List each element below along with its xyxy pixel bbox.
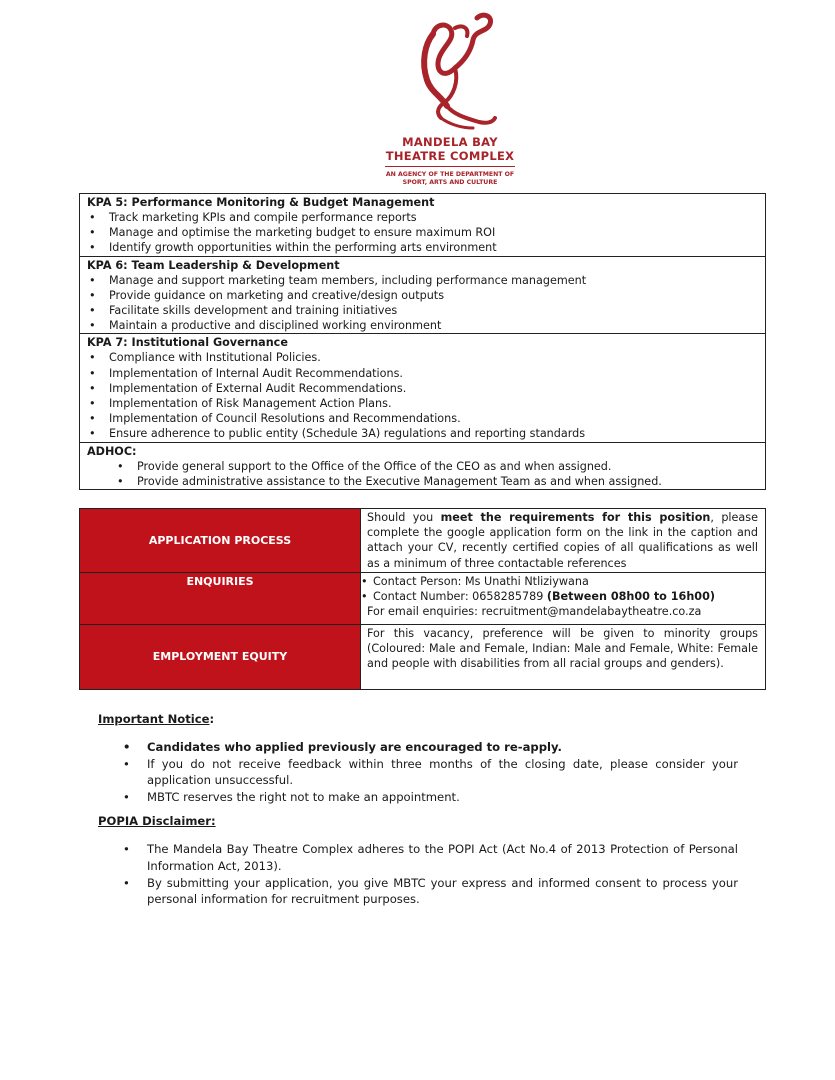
equity-text: For this vacancy, preference will be given to minority groups (Coloured: Male and Female, Indian: Male and Female, White: Female and people with disabilities from all racial groups and genders). bbox=[367, 626, 758, 671]
application-table bbox=[79, 508, 766, 690]
application-label: APPLICATION PROCESS bbox=[148, 533, 292, 547]
kpa-title: KPA 7: Institutional Governance bbox=[87, 336, 288, 350]
list-item: • Compliance with Institutional Policies. bbox=[87, 350, 759, 365]
contact-number bbox=[367, 589, 758, 604]
application-label-cell bbox=[80, 509, 361, 573]
adhoc-cell bbox=[80, 442, 766, 489]
list-item: • Provide general support to the Office of the Office of the CEO as and when assigned. bbox=[87, 459, 759, 474]
contact-hours: (Between 08h00 to 16h00) bbox=[546, 590, 715, 604]
list-item: • Provide administrative assistance to the Executive Management Team as and when assigned. bbox=[87, 474, 759, 489]
popia-title: POPIA Disclaimer: bbox=[98, 814, 216, 829]
application-text-cell bbox=[361, 509, 766, 573]
adhoc-list bbox=[87, 459, 759, 489]
application-text-pre: Should you bbox=[367, 511, 441, 524]
equity-row bbox=[80, 624, 766, 689]
kpa-row bbox=[80, 334, 766, 442]
enquiries-label-cell bbox=[80, 572, 361, 624]
logo-divider bbox=[385, 166, 515, 167]
important-notice-heading: Important Notice bbox=[98, 712, 210, 726]
adhoc-title: ADHOC: bbox=[87, 444, 137, 458]
kpa-cell bbox=[80, 334, 766, 442]
logo-agency-line2: SPORT, ARTS AND CULTURE bbox=[402, 179, 498, 186]
important-notice-colon: : bbox=[209, 712, 215, 726]
kpa-row bbox=[80, 442, 766, 489]
enquiries-list bbox=[367, 574, 758, 604]
list-item: • Provide guidance on marketing and creative/design outputs bbox=[87, 288, 759, 303]
important-notice-title bbox=[98, 711, 738, 727]
list-item: • Maintain a productive and disciplined working environment bbox=[87, 318, 759, 333]
logo-name-line1: MANDELA BAY bbox=[402, 135, 498, 149]
list-item: • Candidates who applied previously are encouraged to re-apply. bbox=[98, 739, 738, 756]
application-text-post: , please complete the google application form on the link in the caption and attach your CV, recently certified copies of all qualifications as well as a minimum of three contactable references bbox=[367, 511, 758, 570]
dancer-logo-icon bbox=[395, 10, 505, 135]
list-item: • The Mandela Bay Theatre Complex adheres to the POPI Act (Act No.4 of 2013 Protection of Personal Information Act, 2013). bbox=[98, 841, 738, 874]
important-notice-list bbox=[98, 739, 738, 805]
list-item: • Implementation of Internal Audit Recommendations. bbox=[87, 366, 759, 381]
enquiries-text-cell bbox=[361, 572, 766, 624]
kpa-list bbox=[87, 210, 759, 256]
list-item: • By submitting your application, you give MBTC your express and informed consent to process your personal information for recruitment purposes. bbox=[98, 875, 738, 908]
application-text-bold: meet the requirements for this position bbox=[440, 511, 711, 524]
notice-section bbox=[98, 711, 738, 908]
list-item: • Facilitate skills development and training initiatives bbox=[87, 303, 759, 318]
enquiries-label: ENQUIRIES bbox=[186, 574, 254, 588]
list-item: • Manage and support marketing team members, including performance management bbox=[87, 273, 759, 288]
list-item: • Track marketing KPIs and compile performance reports bbox=[87, 210, 759, 225]
list-item: • Implementation of External Audit Recommendations. bbox=[87, 381, 759, 396]
kpa-cell bbox=[80, 194, 766, 257]
list-item: • Ensure adherence to public entity (Schedule 3A) regulations and reporting standards bbox=[87, 426, 759, 441]
equity-label-cell bbox=[80, 624, 361, 689]
equity-text-cell bbox=[361, 624, 766, 689]
list-item: • MBTC reserves the right not to make an appointment. bbox=[98, 789, 738, 806]
kpa-title: KPA 6: Team Leadership & Development bbox=[87, 258, 340, 272]
logo bbox=[360, 10, 540, 190]
kpa-title: KPA 5: Performance Monitoring & Budget Management bbox=[87, 196, 435, 209]
kpa-list bbox=[87, 350, 759, 441]
kpa-list bbox=[87, 273, 759, 334]
list-item: • Implementation of Council Resolutions and Recommendations. bbox=[87, 411, 759, 426]
list-item: • Identify growth opportunities within the performing arts environment bbox=[87, 240, 759, 255]
kpa-row bbox=[80, 194, 766, 257]
contact-person: • Contact Person: Ms Unathi Ntliziywana bbox=[367, 574, 758, 589]
equity-label: EMPLOYMENT EQUITY bbox=[152, 650, 288, 664]
kpa-row bbox=[80, 256, 766, 334]
kpa-table bbox=[79, 193, 766, 490]
contact-number-value: Contact Number: 0658285789 bbox=[373, 590, 547, 604]
list-item: • If you do not receive feedback within three months of the closing date, please consider your application unsuccessful. bbox=[98, 756, 738, 789]
kpa-cell bbox=[80, 256, 766, 334]
list-item: • Manage and optimise the marketing budget to ensure maximum ROI bbox=[87, 225, 759, 240]
logo-agency-line1: AN AGENCY OF THE DEPARTMENT OF bbox=[385, 171, 515, 178]
application-row bbox=[80, 509, 766, 573]
enquiries-row bbox=[80, 572, 766, 624]
list-item: • Implementation of Risk Management Action Plans. bbox=[87, 396, 759, 411]
logo-name-line2: THEATRE COMPLEX bbox=[385, 149, 515, 163]
contact-email: For email enquiries: recruitment@mandelabaytheatre.co.za bbox=[367, 605, 702, 619]
popia-list bbox=[98, 841, 738, 907]
